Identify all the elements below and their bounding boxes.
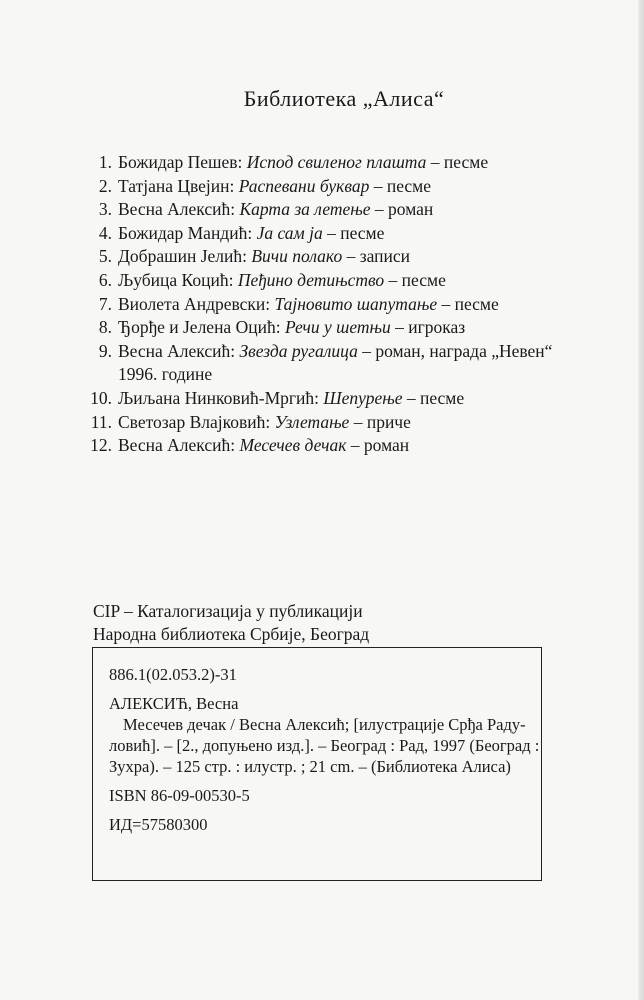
- book-list-item: [80, 175, 600, 199]
- book-author: Виолета Андревски:: [118, 293, 271, 314]
- book-number: 11.: [90, 411, 112, 432]
- book-author: Добрашин Јелић:: [118, 246, 247, 267]
- book-title: Тајновито шапутање: [274, 293, 438, 314]
- book-genre: роман, награда „Невен“: [375, 340, 553, 361]
- book-genre: песме: [454, 293, 499, 314]
- book-list-item: [80, 198, 600, 222]
- book-genre: песме: [443, 152, 489, 172]
- book-title: Шепурење: [323, 387, 403, 408]
- book-separator: –: [342, 246, 360, 267]
- cip-description-line-2: ловић]. – [2., допуњено изд.]. – Београд : Рад, 1997 (Београд :: [109, 736, 540, 755]
- book-author: Ђорђе и Јелена Оцић:: [118, 317, 281, 338]
- book-list-item: [80, 434, 600, 458]
- book-separator: –: [426, 152, 444, 172]
- book-list-item: [80, 269, 600, 293]
- book-separator: –: [357, 340, 376, 361]
- book-author: Татјана Цвејин:: [118, 175, 235, 196]
- book-number: 5.: [98, 246, 112, 267]
- cip-record-box: [92, 647, 542, 881]
- book-title: Звезда ругалица: [239, 340, 358, 361]
- cip-description-line-1: Месечев дечак / Весна Алексић; [илустрације Срђа Раду-: [123, 715, 526, 734]
- book-title: Месечев дечак: [239, 435, 347, 456]
- book-separator: –: [402, 387, 420, 408]
- book-genre: игроказ: [408, 317, 466, 338]
- book-number: 3.: [98, 199, 112, 220]
- book-genre: роман: [363, 435, 410, 456]
- book-title: Речи у шетњи: [284, 317, 391, 338]
- book-author: Светозар Влајковић:: [118, 411, 271, 432]
- cip-line-1: CIP – Каталогизација у публикацији: [93, 601, 363, 621]
- book-separator: –: [390, 317, 409, 338]
- book-title: Вичи полако: [251, 246, 343, 267]
- book-number: 12.: [90, 435, 112, 456]
- book-list-item: [80, 293, 600, 317]
- book-number: 9.: [98, 340, 112, 361]
- book-list-item: [80, 316, 600, 340]
- book-genre: записи: [359, 246, 411, 267]
- page-edge: [638, 0, 644, 1000]
- book-list-item: [80, 222, 600, 246]
- book-number: 7.: [98, 293, 112, 314]
- book-separator: –: [437, 293, 455, 314]
- book-list-item: [80, 151, 600, 175]
- book-title: Узлетање: [274, 411, 350, 432]
- book-author: Љиљана Нинковић-Мргић:: [118, 387, 320, 408]
- book-title: Ја сам ја: [256, 222, 323, 243]
- book-list-item: [80, 340, 600, 387]
- book-number: 2.: [98, 175, 112, 196]
- book-author: Весна Алексић:: [118, 435, 236, 456]
- book-number: 4.: [98, 222, 112, 243]
- book-title: Испод свиленог плашта: [246, 152, 427, 172]
- series-title: Библиотека „Алиса“: [243, 86, 445, 111]
- book-genre: приче: [366, 411, 411, 432]
- book-title: Карта за летење: [239, 199, 371, 220]
- cip-udc: 886.1(02.053.2)-31: [109, 665, 237, 684]
- book-author: Божидар Мандић:: [118, 222, 253, 243]
- cip-heading: [93, 600, 369, 646]
- book-genre-continuation: 1996. године: [118, 364, 213, 385]
- book-author: Весна Алексић:: [118, 199, 236, 220]
- book-genre: роман: [388, 199, 434, 220]
- book-genre: песме: [386, 175, 432, 196]
- cip-isbn: ISBN 86-09-00530-5: [109, 786, 250, 805]
- book-list-item: [80, 411, 600, 435]
- book-separator: –: [322, 222, 341, 243]
- book-number: 1.: [98, 152, 112, 172]
- book-author: Љубица Коцић:: [118, 269, 234, 290]
- cip-id: ИД=57580300: [109, 815, 208, 834]
- book-separator: –: [370, 199, 389, 220]
- book-title: Распевани буквар: [238, 175, 370, 196]
- book-genre: песме: [401, 269, 446, 290]
- book-genre: песме: [340, 222, 385, 243]
- book-title: Пеђино детињство: [237, 269, 385, 290]
- book-list: [80, 151, 600, 458]
- book-separator: –: [384, 269, 402, 290]
- cip-description-line-3: Зухра). – 125 стр. : илустр. ; 21 cm. – (Библиотека Алиса): [109, 757, 511, 776]
- book-genre: песме: [419, 387, 465, 408]
- book-author: Весна Алексић:: [118, 340, 236, 361]
- book-author: Божидар Пешев:: [118, 152, 243, 172]
- book-number: 10.: [90, 387, 112, 408]
- book-list-item: [80, 387, 600, 411]
- book-separator: –: [346, 435, 364, 456]
- book-separator: –: [369, 175, 387, 196]
- book-number: 8.: [98, 317, 112, 338]
- book-list-item: [80, 245, 600, 269]
- cip-line-2: Народна библиотека Србије, Београд: [93, 624, 370, 644]
- book-separator: –: [349, 411, 367, 432]
- cip-author-heading: АЛЕКСИЋ, Весна: [109, 694, 239, 713]
- book-number: 6.: [98, 269, 112, 290]
